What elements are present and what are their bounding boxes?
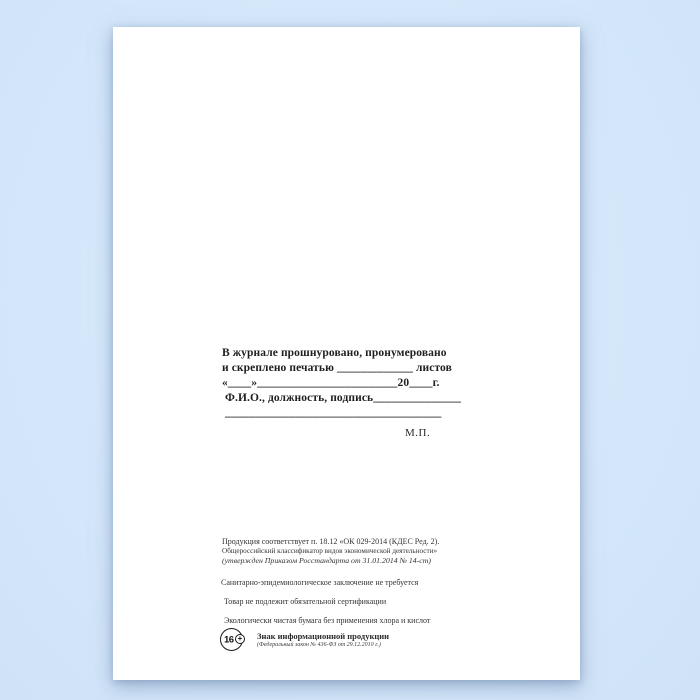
age-number: 16	[224, 634, 234, 645]
compliance-classifier-line: Общероссийский классификатор видов экономической деятельности»	[222, 547, 438, 555]
product-compliance-block	[222, 537, 439, 566]
cert-line-date-blank: «____»________________________20____г.	[222, 377, 440, 389]
cert-line-bound-numbered: В журнале прошнуровано, пронумеровано	[222, 347, 447, 359]
binding-certification-block	[222, 346, 462, 421]
information-sign-text	[257, 628, 389, 649]
age-plus-icon: +	[235, 634, 245, 644]
cert-line-name-position-signature: Ф.И.О., должность, подпись_______________	[225, 392, 461, 404]
information-sign-law: (Федеральный закон № 436-ФЗ от 29.12.2010 г.)	[257, 642, 381, 648]
no-certification-note: Товар не подлежит обязательной сертификации	[224, 597, 387, 606]
eco-paper-note: Экологически чистая бумага без применения хлора и кислот	[224, 616, 431, 625]
age-rating-row	[220, 628, 389, 651]
cert-line-sealed-sheets: и скреплено печатью _____________ листов	[222, 362, 452, 374]
age-16-plus-icon	[220, 628, 243, 651]
cert-line-signature-blank: _____________________________________	[225, 407, 442, 419]
sanitary-note: Санитарно-эпидемиологическое заключение не требуется	[221, 578, 419, 587]
information-sign-title: Знак информационной продукции	[257, 631, 390, 641]
stamp-place-label: М.П.	[405, 427, 431, 439]
compliance-standard-line: Продукция соответствует п. 18.12 «ОК 029-2014 (КДЕС Ред. 2).	[222, 537, 440, 546]
document-page	[113, 27, 580, 680]
compliance-decree-line: (утвержден Приказом Росстандарта от 31.01.2014 № 14-ст)	[222, 556, 431, 565]
